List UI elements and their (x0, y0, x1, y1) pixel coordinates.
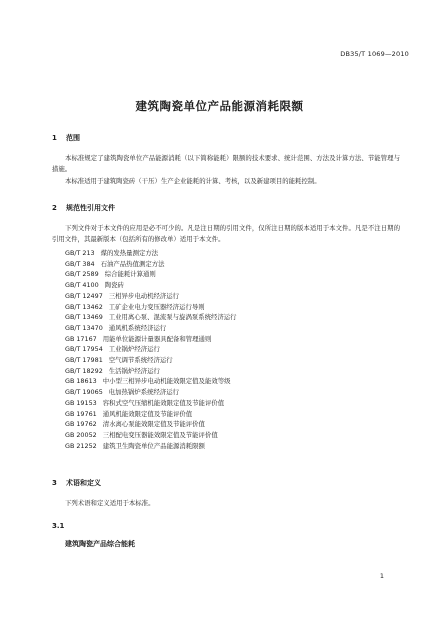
reference-code: GB 19153 (65, 398, 97, 407)
reference-code: GB 20052 (65, 430, 97, 439)
reference-name: 三相异步电动机经济运行 (108, 291, 180, 300)
section-3-heading (52, 478, 101, 488)
reference-code: GB 18613 (65, 377, 97, 386)
reference-item (65, 355, 237, 366)
section-1-heading (52, 133, 80, 143)
reference-name: 空气调节系统经济运行 (108, 356, 173, 365)
reference-item (65, 398, 237, 409)
reference-code: GB/T 4100 (65, 281, 99, 290)
reference-name: 工矿企业电力变压器经济运行导则 (108, 302, 205, 311)
scope-paragraph-1: 本标准规定了建筑陶瓷单位产品能源消耗（以下简称能耗）限额的技术要求、统计范围、方法及计算方法、节能管理与措施。 (52, 154, 400, 173)
reference-item (65, 248, 237, 259)
reference-name: 煤的发热量测定方法 (100, 249, 159, 257)
subsection-title: 建筑陶瓷产品综合能耗 (65, 540, 135, 548)
reference-code: GB/T 13469 (65, 313, 103, 322)
reference-name: 通风机系统经济运行 (108, 323, 167, 332)
reference-code: GB/T 18292 (65, 366, 103, 375)
reference-item (65, 344, 237, 355)
subsection-number: 3.1 (52, 522, 65, 530)
terms-intro: 下列术语和定义适用于本标准。 (65, 499, 155, 507)
reference-name: 综合能耗计算通则 (104, 270, 156, 279)
reference-name: 建筑卫生陶瓷单位产品能源消耗限额 (102, 441, 205, 450)
reference-name: 陶瓷砖 (104, 281, 124, 290)
reference-code: GB 17167 (65, 334, 97, 343)
reference-item (65, 409, 237, 420)
scope-paragraph-2: 本标准适用于建筑陶瓷砖（干压）生产企业能耗的计算、考核，以及新建项目的能耗控制。 (65, 177, 321, 185)
reference-item (65, 291, 237, 302)
reference-item (65, 387, 237, 398)
reference-code: GB/T 213 (65, 249, 95, 257)
reference-name: 通风机能效限定值及节能评价值 (102, 409, 193, 418)
reference-code: GB/T 17981 (65, 356, 103, 365)
page-number: 1 (379, 572, 384, 580)
reference-item (65, 430, 237, 441)
section-title: 范围 (66, 134, 80, 142)
reference-name: 容积式空气压缩机能效限定值及节能评价值 (102, 398, 225, 407)
reference-item (65, 441, 237, 452)
reference-code: GB/T 17954 (65, 345, 103, 354)
reference-name: 石油产品热值测定方法 (100, 259, 165, 268)
reference-code: GB/T 13462 (65, 302, 103, 311)
reference-code: GB 19762 (65, 420, 97, 429)
section-number: 1 (52, 134, 57, 142)
reference-name: 工业用离心泵、混流泵与旋涡泵系统经济运行 (108, 313, 237, 322)
reference-name: 生活锅炉经济运行 (108, 366, 160, 375)
reference-item (65, 259, 237, 270)
reference-item (65, 376, 237, 387)
reference-code: GB/T 2589 (65, 270, 99, 279)
reference-name: 清水离心泵能效限定值及节能评价值 (102, 420, 205, 429)
reference-list (65, 248, 237, 451)
reference-item (65, 280, 237, 291)
reference-item (65, 419, 237, 430)
reference-item (65, 302, 237, 313)
reference-name: 电加热锅炉系统经济运行 (108, 388, 180, 397)
reference-name: 中小型三相异步电动机能效限定值及能效等级 (102, 377, 231, 386)
references-intro: 下列文件对于本文件的应用是必不可少的。凡是注日期的引用文件，仅所注日期的版本适用于本文件。凡是不注日期的引用文件，其最新版本（包括所有的修改单）适用于本文件。 (52, 224, 400, 243)
section-number: 2 (52, 204, 57, 212)
reference-code: GB 21252 (65, 441, 97, 450)
section-title: 规范性引用文件 (66, 204, 115, 212)
reference-name: 工业锅炉经济运行 (108, 345, 160, 354)
reference-code: GB/T 19065 (65, 388, 103, 397)
reference-name: 用能单位能源计量器具配备和管理通则 (102, 334, 212, 343)
document-code: DB35/T 1069—2010 (340, 50, 409, 58)
reference-item (65, 366, 237, 377)
reference-name: 三相配电变压器能效限定值及节能评价值 (102, 430, 218, 439)
reference-code: GB/T 12497 (65, 291, 103, 300)
reference-code: GB/T 384 (65, 259, 95, 268)
reference-item (65, 312, 237, 323)
section-number: 3 (52, 479, 57, 487)
document-title: 建筑陶瓷单位产品能源消耗限额 (135, 99, 304, 113)
reference-item (65, 334, 237, 345)
section-title: 术语和定义 (66, 479, 101, 487)
reference-code: GB/T 13470 (65, 323, 103, 332)
reference-code: GB 19761 (65, 409, 97, 418)
reference-item (65, 269, 237, 280)
section-2-heading (52, 203, 115, 213)
reference-item (65, 323, 237, 334)
